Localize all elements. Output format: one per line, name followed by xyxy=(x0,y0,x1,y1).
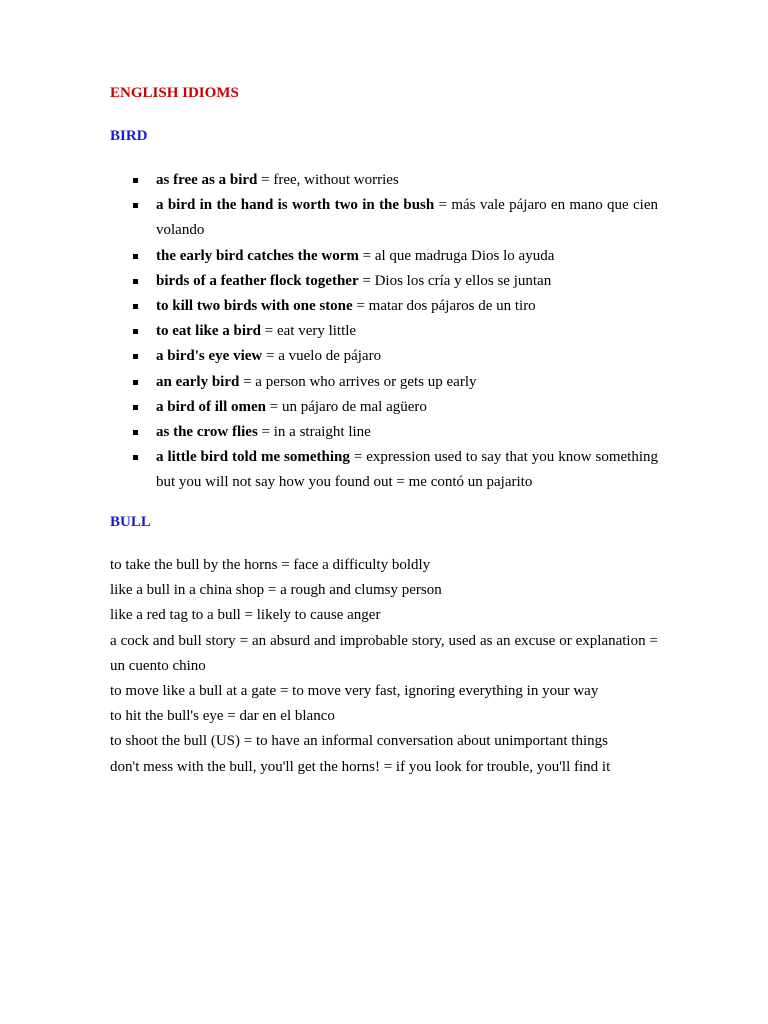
bullet-icon xyxy=(133,279,138,284)
idiom-phrase: an early bird xyxy=(156,373,240,390)
idiom-phrase: to kill two birds with one stone xyxy=(156,298,353,315)
idiom-meaning: = free, without worries xyxy=(257,172,399,188)
bullet-icon xyxy=(133,380,138,385)
list-item: like a red tag to a bull = likely to cause anger xyxy=(110,607,381,624)
idiom-phrase: a bird of ill omen xyxy=(156,398,267,415)
idiom-phrase: a bird's eye view xyxy=(156,348,263,365)
list-item xyxy=(110,319,658,344)
idiom-meaning: = expression used to say that you know something but you will not say how you found out = me contó un pajarito xyxy=(156,449,659,491)
idiom-meaning: = Dios los cría y ellos se juntan xyxy=(358,272,552,289)
idiom-meaning: = un pájaro de mal agüero xyxy=(266,398,427,415)
list-item: to hit the bull's eye = dar en el blanco xyxy=(110,708,335,725)
idiom-meaning: = in a straight line xyxy=(257,424,371,441)
section-heading-bull: BULL xyxy=(110,514,151,530)
list-item: a cock and bull story = an absurd and improbable story, used as an excuse or explanation = un cuento chino xyxy=(110,632,658,674)
idiom-phrase: a bird in the hand is worth two in the bush xyxy=(156,197,435,214)
bullet-icon xyxy=(133,354,138,359)
list-item: to move like a bull at a gate = to move very fast, ignoring everything in your way xyxy=(110,683,599,700)
list-item xyxy=(110,193,658,243)
idiom-meaning: = eat very little xyxy=(261,323,357,340)
list-item: to take the bull by the horns = face a difficulty boldly xyxy=(110,557,431,573)
idiom-phrase: birds of a feather flock together xyxy=(156,272,359,289)
list-item xyxy=(110,344,658,369)
bull-idiom-list xyxy=(110,553,658,780)
idiom-phrase: the early bird catches the worm xyxy=(156,247,359,264)
section-heading-bird: BIRD xyxy=(110,128,148,144)
bullet-icon xyxy=(133,430,138,435)
list-item: don't mess with the bull, you'll get the horns! = if you look for trouble, you'll find it xyxy=(110,758,611,775)
list-item xyxy=(110,395,658,420)
idiom-meaning: = a person who arrives or gets up early xyxy=(239,373,477,390)
idiom-meaning: = a vuelo de pájaro xyxy=(262,348,382,365)
bullet-icon xyxy=(133,405,138,410)
idiom-meaning: = al que madruga Dios lo ayuda xyxy=(358,247,555,264)
list-item xyxy=(110,269,658,294)
idiom-phrase: a little bird told me something xyxy=(156,449,350,466)
list-item: to shoot the bull (US) = to have an informal conversation about unimportant things xyxy=(110,733,608,750)
bullet-icon xyxy=(133,203,138,208)
idiom-phrase: as the crow flies xyxy=(156,424,258,441)
list-item: like a bull in a china shop = a rough and clumsy person xyxy=(110,582,442,599)
bullet-icon xyxy=(133,254,138,259)
bullet-icon xyxy=(133,329,138,334)
list-item xyxy=(110,294,658,319)
list-item xyxy=(110,445,658,495)
idiom-phrase: as free as a bird xyxy=(156,172,258,188)
bird-idiom-list xyxy=(110,168,658,496)
list-item xyxy=(110,244,658,269)
list-item xyxy=(110,370,658,395)
list-item xyxy=(110,168,658,193)
idiom-meaning: = más vale pájaro en mano que cien volando xyxy=(156,197,658,239)
bullet-icon xyxy=(133,304,138,309)
document-title: ENGLISH IDIOMS xyxy=(110,85,239,101)
bullet-icon xyxy=(133,178,138,183)
bullet-icon xyxy=(133,455,138,460)
idiom-meaning: = matar dos pájaros de un tiro xyxy=(352,298,536,315)
idiom-phrase: to eat like a bird xyxy=(156,323,261,340)
list-item xyxy=(110,420,658,445)
